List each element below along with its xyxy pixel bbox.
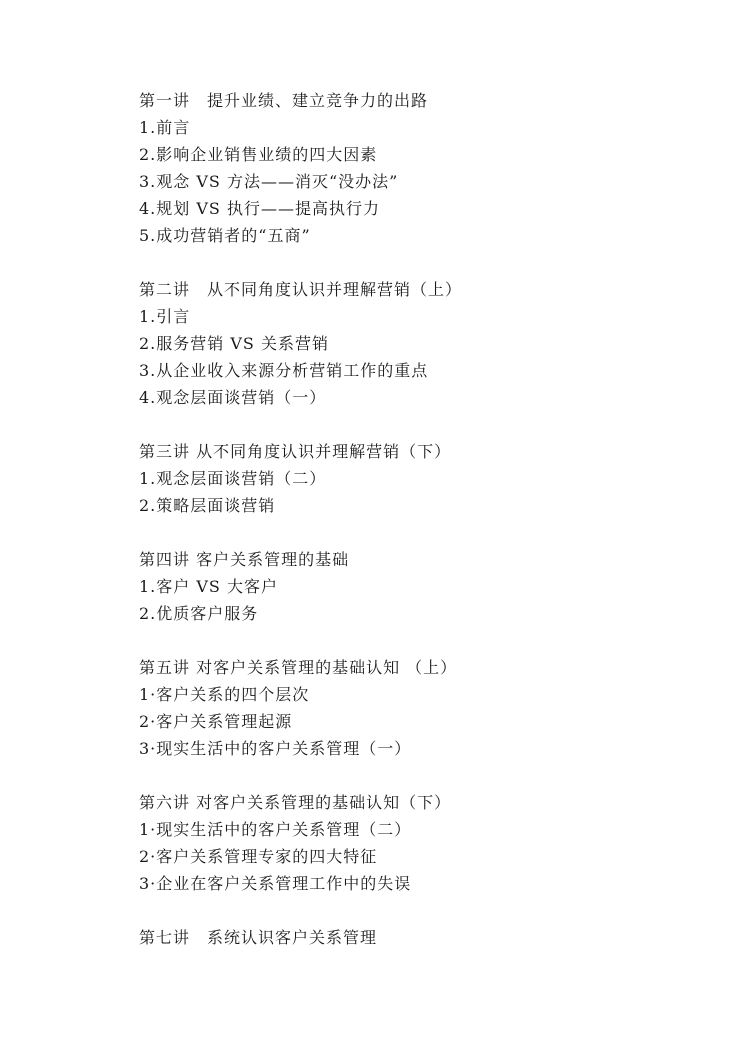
lecture-1-item-2: 2.影响企业销售业绩的四大因素 bbox=[139, 145, 378, 164]
lecture-2-item-4: 4.观念层面谈营销（一） bbox=[139, 388, 327, 407]
lecture-5-item-1: 1·客户关系的四个层次 bbox=[139, 685, 310, 704]
lecture-4-item-2: 2.优质客户服务 bbox=[139, 604, 259, 623]
lecture-1-title: 第一讲 提升业绩、建立竞争力的出路 bbox=[139, 91, 429, 110]
lecture-6-title: 第六讲 对客户关系管理的基础认知（下） bbox=[139, 793, 452, 812]
lecture-7-title: 第七讲 系统认识客户关系管理 bbox=[139, 928, 378, 947]
lecture-3-item-2: 2.策略层面谈营销 bbox=[139, 496, 276, 515]
lecture-5-item-2: 2·客户关系管理起源 bbox=[139, 712, 293, 731]
lecture-1-item-3: 3.观念 VS 方法——消灭“没办法” bbox=[139, 172, 399, 191]
lecture-5-title: 第五讲 对客户关系管理的基础认知 （上） bbox=[139, 658, 458, 677]
lecture-5-item-3: 3·现实生活中的客户关系管理（一） bbox=[139, 739, 412, 758]
lecture-6-item-3: 3·企业在客户关系管理工作中的失误 bbox=[139, 874, 412, 893]
lecture-2-item-3: 3.从企业收入来源分析营销工作的重点 bbox=[139, 361, 429, 380]
lecture-1-item-5: 5.成功营销者的“五商” bbox=[139, 226, 311, 245]
lecture-3-item-1: 1.观念层面谈营销（二） bbox=[139, 469, 327, 488]
lecture-2-item-2: 2.服务营销 VS 关系营销 bbox=[139, 334, 329, 353]
lecture-1-item-1: 1.前言 bbox=[139, 118, 191, 137]
lecture-2-title: 第二讲 从不同角度认识并理解营销（上） bbox=[139, 280, 463, 299]
lecture-2-item-1: 1.引言 bbox=[139, 307, 191, 326]
lecture-3-title: 第三讲 从不同角度认识并理解营销（下） bbox=[139, 442, 452, 461]
lecture-4-title: 第四讲 客户关系管理的基础 bbox=[139, 550, 350, 569]
lecture-4-item-1: 1.客户 VS 大客户 bbox=[139, 577, 278, 596]
lecture-6-item-2: 2·客户关系管理专家的四大特征 bbox=[139, 847, 378, 866]
lecture-6-item-1: 1·现实生活中的客户关系管理（二） bbox=[139, 820, 412, 839]
lecture-1-item-4: 4.规划 VS 执行——提高执行力 bbox=[139, 199, 380, 218]
